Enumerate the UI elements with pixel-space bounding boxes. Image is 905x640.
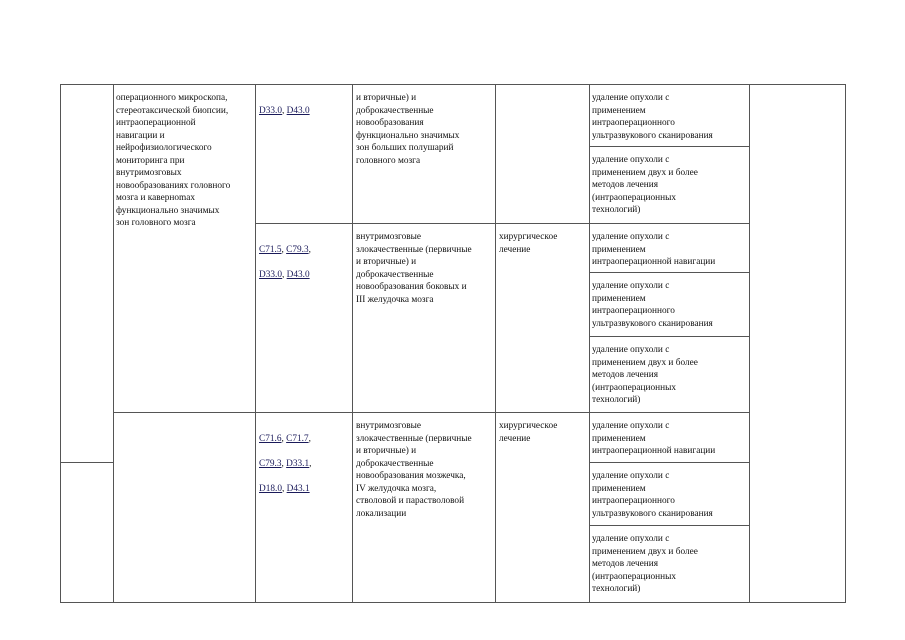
icd-code-link[interactable]: D43.0	[286, 269, 310, 280]
treatment-method-text: удаление опухоли с применением двух и более методов лечения (интраоперационных технологий)	[592, 345, 698, 405]
treatment-method-text: удаление опухоли с применением двух и более методов лечения (интраоперационных технологий)	[592, 534, 698, 594]
treatment-type-text: хирургическое лечение	[499, 232, 558, 255]
diagnosis-text: внутримозговые злокачественные (первичные и вторичные) и доброкачественные новообразования мозжечка, IV желудочка мозга, стволовой и парастволовой локализации	[356, 421, 472, 519]
icd-code-link[interactable]: D33.1	[286, 458, 310, 469]
code-separator: ,	[309, 458, 312, 469]
icd-code-line: D33.0, D43.0	[259, 105, 310, 116]
treatment-type-text: хирургическое лечение	[499, 421, 558, 444]
treatment-method-text: удаление опухоли с применением интраоперационного ультразвукового сканирования	[592, 471, 713, 519]
icd-code-link[interactable]: D43.0	[286, 105, 310, 116]
treatment-method-text: удаление опухоли с применением двух и более методов лечения (интраоперационных технологий)	[592, 155, 698, 215]
code-separator: ,	[308, 244, 311, 255]
code-separator: ,	[308, 433, 311, 444]
icd-code-link[interactable]: D43.1	[286, 483, 310, 494]
icd-code-link[interactable]: D33.0	[259, 105, 282, 116]
icd-code-link[interactable]: C71.7	[286, 433, 309, 444]
icd-code-link[interactable]: D33.0	[259, 269, 282, 280]
icd-code-link[interactable]: C71.6	[259, 433, 282, 444]
treatment-method-text: удаление опухоли с применением интраоперационного ультразвукового сканирования	[592, 281, 713, 329]
icd-codes	[259, 231, 351, 294]
icd-code-line: D18.0, D43.1	[259, 483, 310, 494]
icd-code-link[interactable]: C71.5	[259, 244, 282, 255]
treatment-method-text: удаление опухоли с применением интраоперационной навигации	[592, 232, 716, 267]
icd-code-line: C79.3, D33.1,	[259, 458, 312, 469]
icd-codes	[259, 420, 351, 508]
icd-code-link[interactable]: C79.3	[259, 458, 282, 469]
icd-code-link[interactable]: D18.0	[259, 483, 282, 494]
icd-code-line: D33.0, D43.0	[259, 269, 310, 280]
icd-codes	[259, 92, 351, 130]
treatment-method-text: удаление опухоли с применением интраоперационной навигации	[592, 421, 716, 456]
diagnosis-text: и вторичные) и доброкачественные новообразования функционально значимых зон больших полушарий головного мозга	[356, 93, 460, 166]
icd-code-line: C71.5, C79.3,	[259, 244, 311, 255]
icd-code-link[interactable]: C79.3	[286, 244, 309, 255]
icd-code-line: C71.6, C71.7,	[259, 433, 311, 444]
diagnosis-text: внутримозговые злокачественные (первичные и вторичные) и доброкачественные новообразования боковых и III желудочка мозга	[356, 232, 472, 305]
treatment-method-text: удаление опухоли с применением интраоперационного ультразвукового сканирования	[592, 93, 713, 141]
method-description: операционного микроскопа, стереотаксической биопсии, интраоперационной навигации и нейрофизиологического мониторинга при внутримозговых новообразованиях головного мозга и кавернomах функционально значимых зон головного мозга	[116, 93, 231, 228]
